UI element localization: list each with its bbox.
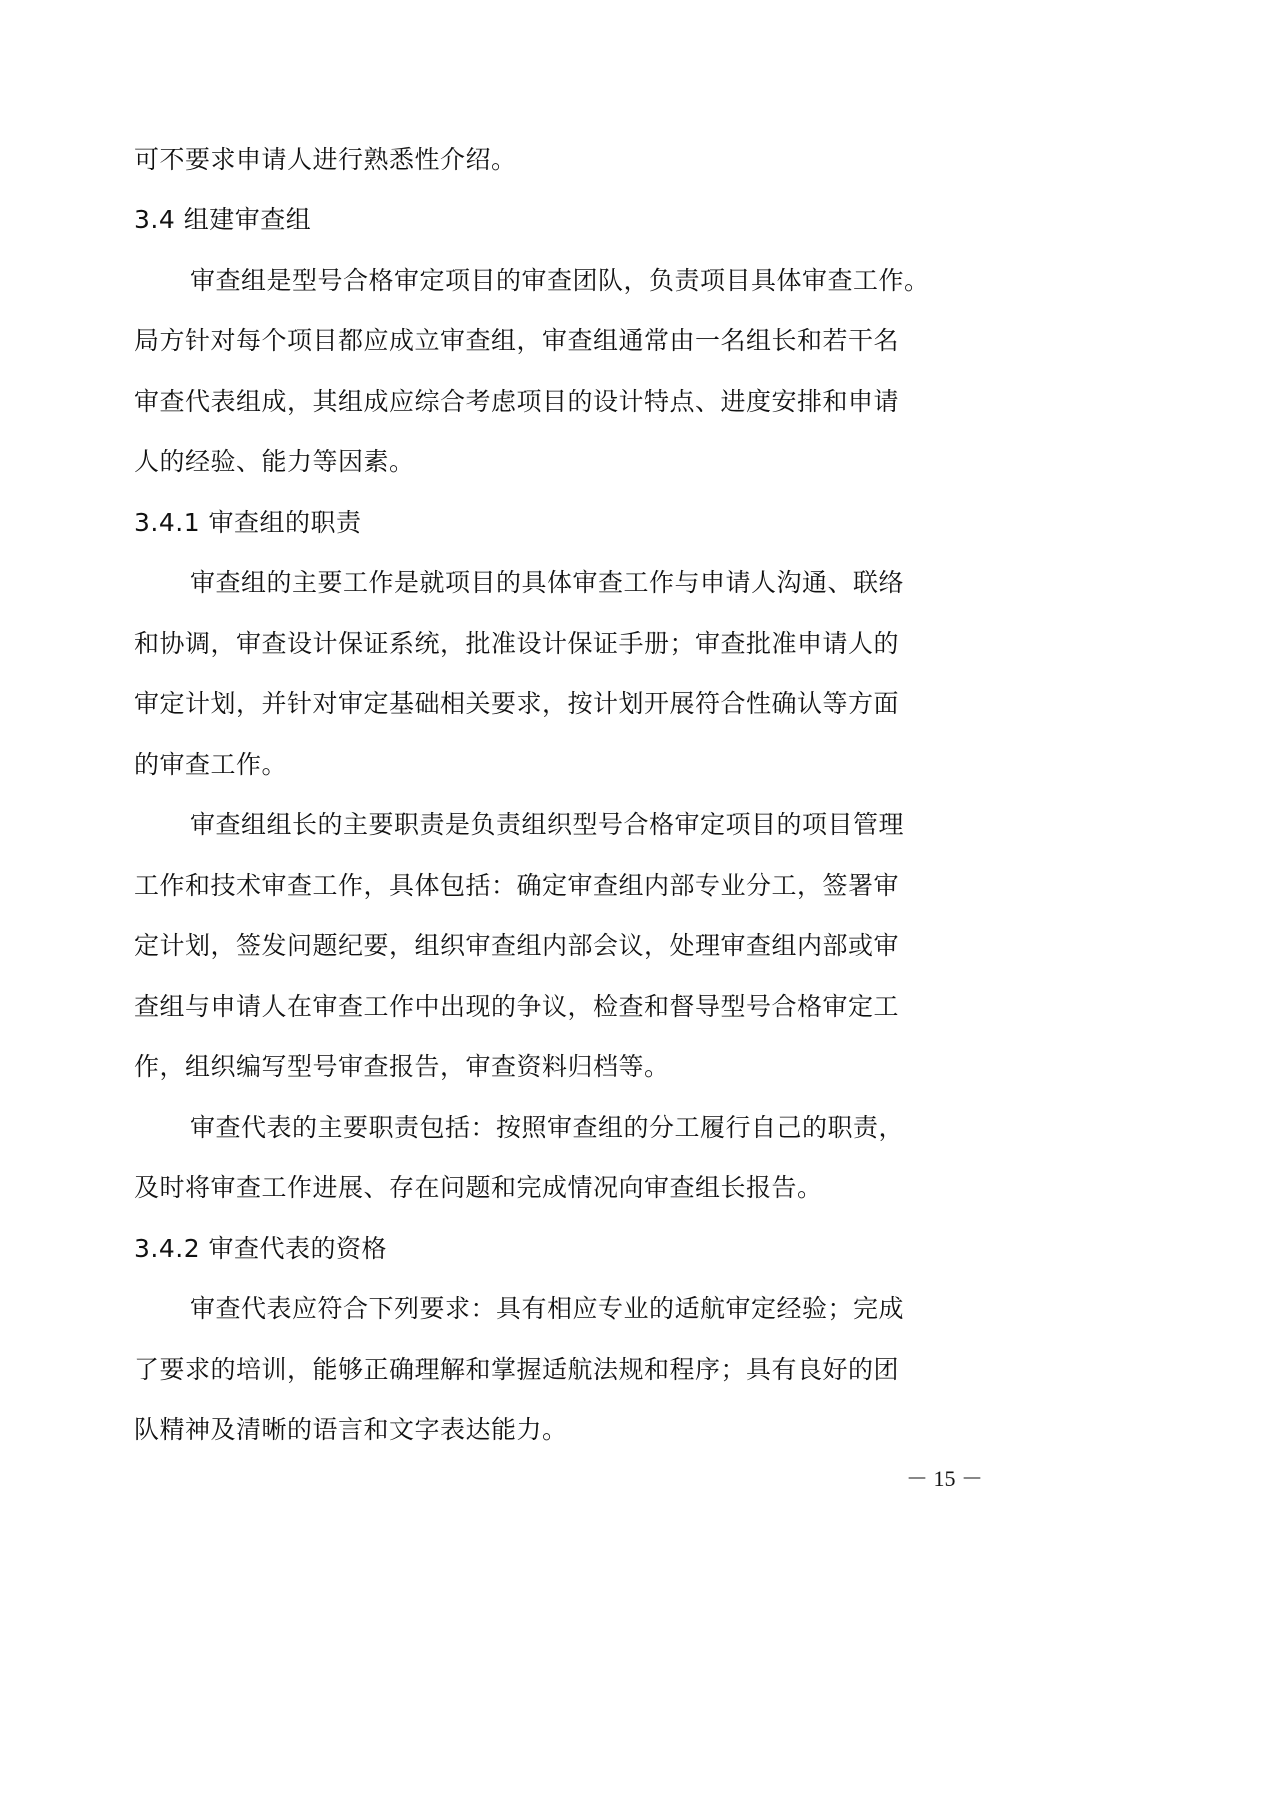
paragraph-line: 工作和技术审查工作，具体包括：确定审查组内部专业分工，签署审: [134, 871, 900, 900]
paragraph-line: 审定计划，并针对审定基础相关要求，按计划开展符合性确认等方面: [134, 689, 900, 718]
paragraph-line: 和协调，审查设计保证系统，批准设计保证手册；审查批准申请人的: [134, 629, 900, 658]
paragraph-line: 审查代表组成，其组成应综合考虑项目的设计特点、进度安排和申请: [134, 387, 900, 416]
paragraph-line: 定计划，签发问题纪要，组织审查组内部会议，处理审查组内部或审: [134, 931, 900, 960]
paragraph-line: 了要求的培训，能够正确理解和掌握适航法规和程序；具有良好的团: [134, 1355, 900, 1384]
paragraph-line: 可不要求申请人进行熟悉性介绍。: [134, 145, 517, 174]
paragraph-line: 查组与申请人在审查工作中出现的争议，检查和督导型号合格审定工: [134, 992, 900, 1021]
paragraph-line: 的审查工作。: [134, 750, 288, 779]
section-heading: 3.4 组建审查组: [134, 205, 312, 234]
paragraph-line: 人的经验、能力等因素。: [134, 447, 415, 476]
paragraph-line: 审查代表的主要职责包括：按照审查组的分工履行自己的职责，: [190, 1113, 905, 1142]
paragraph-line: 局方针对每个项目都应成立审查组，审查组通常由一名组长和若干名: [134, 326, 900, 355]
paragraph-line: 审查代表应符合下列要求：具有相应专业的适航审定经验；完成: [190, 1294, 905, 1323]
paragraph-line: 审查组是型号合格审定项目的审查团队，负责项目具体审查工作。: [190, 266, 930, 295]
subsection-heading: 3.4.1 审查组的职责: [134, 508, 362, 537]
paragraph-line: 作，组织编写型号审查报告，审查资料归档等。: [134, 1052, 670, 1081]
paragraph-line: 队精神及清晰的语言和文字表达能力。: [134, 1415, 568, 1444]
paragraph-line: 及时将审查工作进展、存在问题和完成情况向审查组长报告。: [134, 1173, 823, 1202]
subsection-heading: 3.4.2 审查代表的资格: [134, 1234, 388, 1263]
paragraph-line: 审查组的主要工作是就项目的具体审查工作与申请人沟通、联络: [190, 568, 905, 597]
paragraph-line: 审查组组长的主要职责是负责组织型号合格审定项目的项目管理: [190, 810, 905, 839]
page-number: － 15 －: [906, 1466, 984, 1491]
